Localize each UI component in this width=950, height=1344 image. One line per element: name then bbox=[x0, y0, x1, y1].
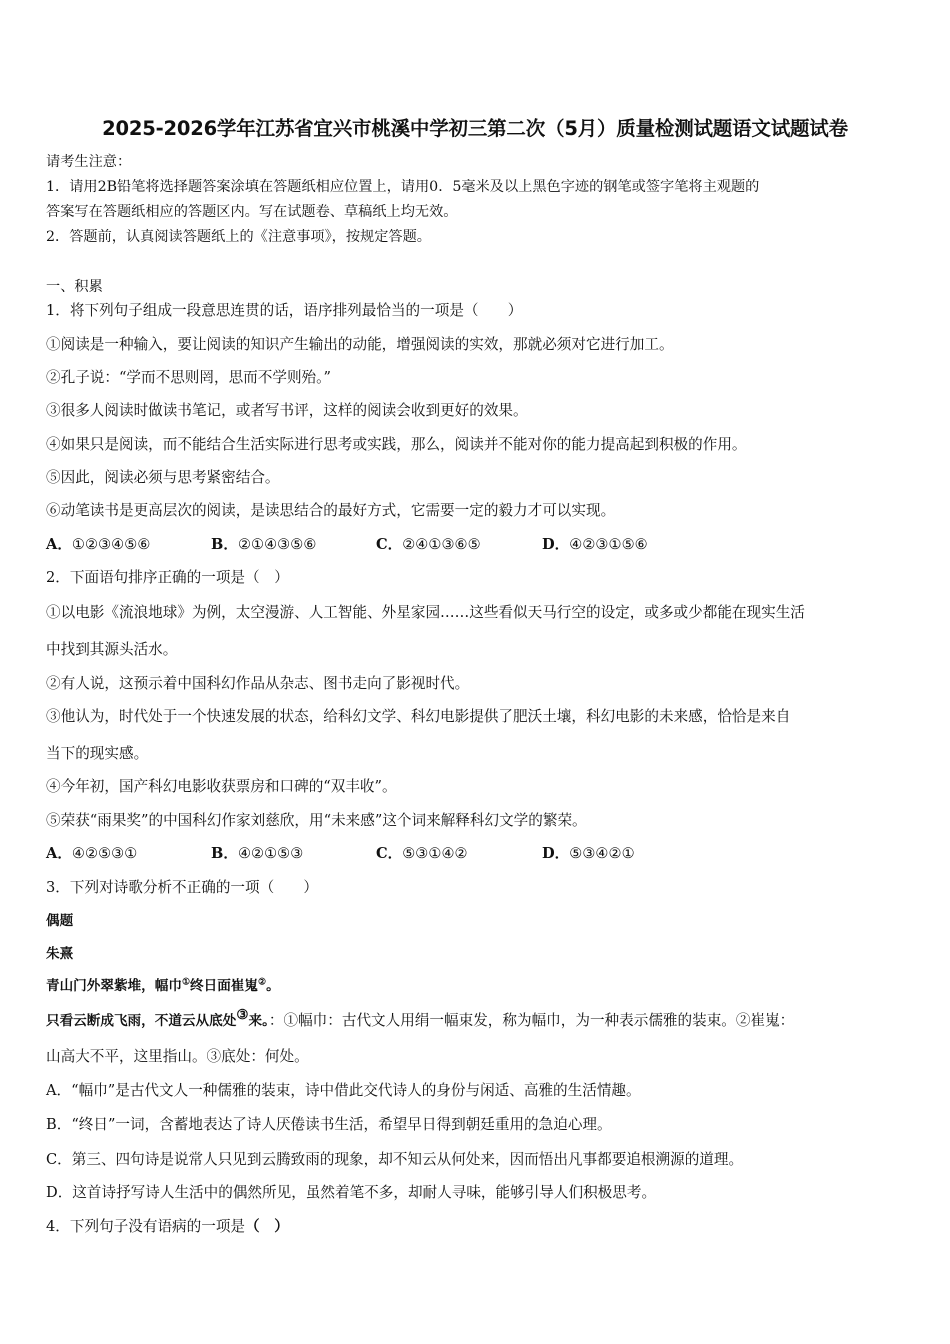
q2-sentence-5: ⑤荣获“雨果奖”的中国科幻作家刘慈欣，用“未来感”这个词来解释科幻文学的繁荣。 bbox=[46, 812, 587, 829]
q1-option-a[interactable]: A．①②③④⑤⑥ bbox=[46, 536, 151, 553]
q2-stem: 2．下面语句排序正确的一项是（ ） bbox=[46, 569, 289, 586]
q2-option-a[interactable]: A．④②⑤③① bbox=[46, 845, 138, 862]
notice-item-1-line-2: 答案写在答题纸相应的答题区内。写在试题卷、草稿纸上均无效。 bbox=[46, 204, 458, 220]
q2-option-b[interactable]: B．④②①⑤③ bbox=[211, 845, 304, 862]
q2-sentence-3-line-1: ③他认为，时代处于一个快速发展的状态，给科幻文学、科幻电影提供了肥沃土壤，科幻电影的未来感，恰恰是来自 bbox=[46, 708, 791, 725]
q4-stem: 4．下列句子没有语病的一项是（ ） bbox=[46, 1218, 289, 1235]
q3-option-c[interactable]: C．第三、四句诗是说常人只见到云腾致雨的现象，却不知云从何处来，因而悟出凡事都要追根溯源的道理。 bbox=[46, 1151, 744, 1168]
q1-stem: 1．将下列句子组成一段意思连贯的话，语序排列最恰当的一项是（ ） bbox=[46, 302, 523, 319]
q1-option-c[interactable]: C．②④①③⑥⑤ bbox=[376, 536, 481, 553]
q2-sentence-1-line-1: ①以电影《流浪地球》为例，太空漫游、人工智能、外星家园……这些看似天马行空的设定，或多或少都能在现实生活 bbox=[46, 604, 805, 621]
q3-option-b[interactable]: B．“终日”一词，含蓄地表达了诗人厌倦读书生活，希望早日得到朝廷重用的急迫心理。 bbox=[46, 1116, 612, 1133]
q1-sentence-1: ①阅读是一种输入，要让阅读的知识产生输出的动能，增强阅读的实效，那就必须对它进行加工。 bbox=[46, 336, 674, 353]
q2-sentence-3-line-2: 当下的现实感。 bbox=[46, 745, 149, 762]
q1-sentence-2: ②孔子说：“学而不思则罔，思而不学则殆。” bbox=[46, 369, 331, 386]
q2-option-c[interactable]: C．⑤③①④② bbox=[376, 845, 468, 862]
q1-sentence-3: ③很多人阅读时做读书笔记，或者写书评，这样的阅读会收到更好的效果。 bbox=[46, 402, 528, 419]
page-title: 2025-2026学年江苏省宜兴市桃溪中学初三第二次（5月）质量检测试题语文试题试卷 bbox=[102, 117, 848, 140]
q3-stem: 3．下列对诗歌分析不正确的一项（ ） bbox=[46, 879, 318, 896]
q2-option-d[interactable]: D．⑤③④②① bbox=[542, 845, 635, 862]
poem-notes-line-2: 山高大不平，这里指山。③底处：何处。 bbox=[46, 1048, 309, 1065]
poem-title: 偶题 bbox=[46, 913, 74, 929]
poem-line-1: 青山门外翠紫堆，幅巾①终日面崔嵬②。 bbox=[46, 977, 280, 994]
notice-heading: 请考生注意： bbox=[46, 154, 132, 170]
q1-option-d[interactable]: D．④②③①⑤⑥ bbox=[542, 536, 648, 553]
q3-option-d[interactable]: D．这首诗抒写诗人生活中的偶然所见，虽然着笔不多，却耐人寻味，能够引导人们积极思考。 bbox=[46, 1184, 657, 1201]
notice-item-2: 2．答题前，认真阅读答题纸上的《注意事项》，按规定答题。 bbox=[46, 229, 431, 245]
q2-sentence-1-line-2: 中找到其源头活水。 bbox=[46, 641, 178, 658]
q1-sentence-6: ⑥动笔读书是更高层次的阅读，是读思结合的最好方式，它需要一定的毅力才可以实现。 bbox=[46, 502, 616, 519]
notice-item-1-line-1: 1．请用2B铅笔将选择题答案涂填在答题纸相应位置上，请用0．5毫米及以上黑色字迹的钢笔或签字笔将主观题的 bbox=[46, 179, 760, 195]
section-heading: 一、积累 bbox=[46, 279, 103, 295]
poem-author: 朱熹 bbox=[46, 946, 74, 962]
q3-option-a[interactable]: A．“幅巾”是古代文人一种儒雅的装束，诗中借此交代诗人的身份与闲适、高雅的生活情趣。 bbox=[46, 1082, 641, 1099]
q2-sentence-4: ④今年初，国产科幻电影收获票房和口碑的“双丰收”。 bbox=[46, 778, 397, 795]
q2-sentence-2: ②有人说，这预示着中国科幻作品从杂志、图书走向了影视时代。 bbox=[46, 675, 470, 692]
poem-line-2-with-notes: 只看云断成飞雨，不道云从底处③来。：①幅巾：古代文人用绢一幅束发，称为幅巾，为一种表示儒雅的装束。②崔嵬： bbox=[46, 1007, 795, 1029]
q1-sentence-4: ④如果只是阅读，而不能结合生活实际进行思考或实践，那么，阅读并不能对你的能力提高起到积极的作用。 bbox=[46, 436, 747, 453]
q1-sentence-5: ⑤因此，阅读必须与思考紧密结合。 bbox=[46, 469, 280, 486]
q1-option-b[interactable]: B．②①④③⑤⑥ bbox=[211, 536, 317, 553]
